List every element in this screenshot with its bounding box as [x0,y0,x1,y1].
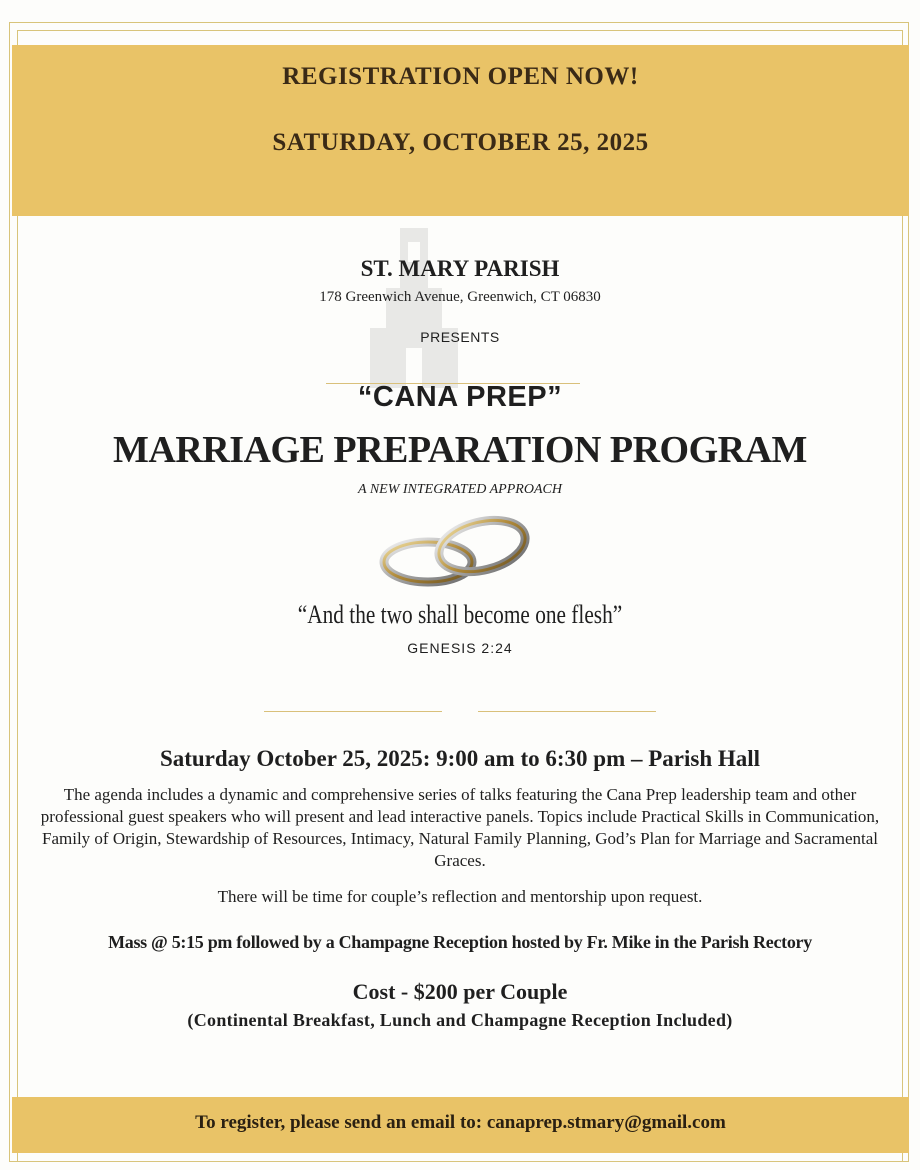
bottom-banner [12,1097,909,1153]
divider-left [264,711,442,712]
wedding-rings-icon [378,510,538,594]
event-schedule-heading: Saturday October 25, 2025: 9:00 am to 6:30 pm – Parish Hall [159,746,761,771]
agenda-paragraph: The agenda includes a dynamic and comprehensive series of talks featuring the Cana Prep leadership team and other professional guest speakers who will present and lead interactive panels. Topics include Practical Skills in Communication, Family of Origin, Stewardship of Resources, Intimacy, Natural Family Planning, God’s Plan for Marriage and Sacramental Graces. [40,785,880,870]
divider-right [478,711,656,712]
parish-name: ST. MARY PARISH [360,256,560,281]
program-tagline: A NEW INTEGRATED APPROACH [358,482,562,497]
church-watermark [366,228,462,388]
scripture-quote: “And the two shall become one flesh” [297,600,623,629]
event-date-heading: SATURDAY, OCTOBER 25, 2025 [272,129,649,156]
program-title: MARRIAGE PREPARATION PROGRAM [113,429,807,471]
presents-label: PRESENTS [420,329,500,345]
cost-line: Cost - $200 per Couple [352,979,568,1004]
program-name: “CANA PREP” [357,381,563,413]
scripture-reference: GENESIS 2:24 [407,640,513,656]
parish-address: 178 Greenwich Avenue, Greenwich, CT 06830 [319,289,601,305]
mass-reception-note: Mass @ 5:15 pm followed by a Champagne Reception hosted by Fr. Mike in the Parish Rectory [108,932,812,952]
top-banner [12,45,909,216]
included-items: (Continental Breakfast, Lunch and Champagne Reception Included) [187,1010,733,1030]
reflection-note: There will be time for couple’s reflection and mentorship upon request. [217,887,703,906]
registration-open-heading: REGISTRATION OPEN NOW! [282,63,639,90]
register-email-line: To register, please send an email to: canaprep.stmary@gmail.com [195,1112,726,1133]
